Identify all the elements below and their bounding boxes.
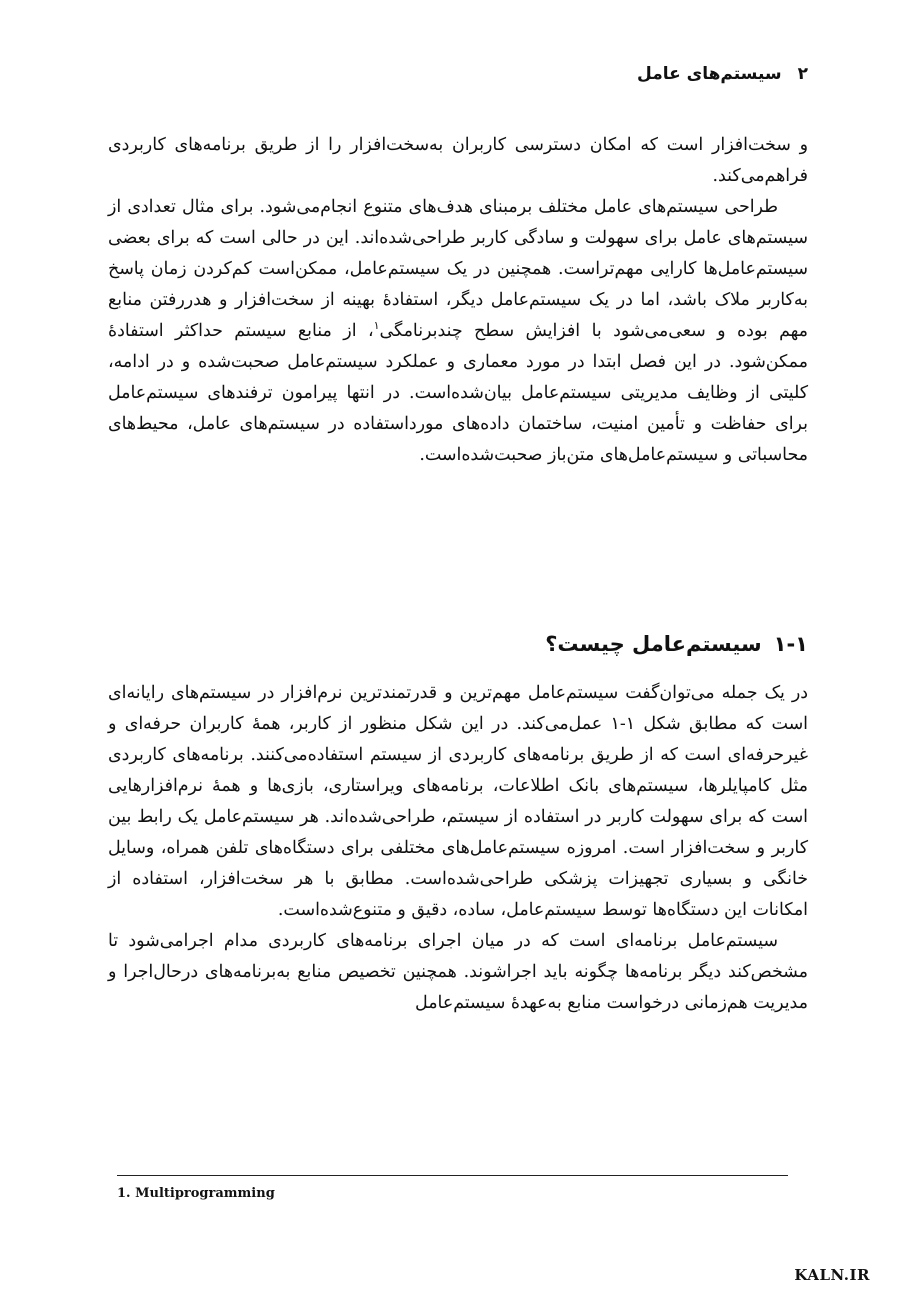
footnote: 1. Multiprogramming (117, 1186, 275, 1201)
chapter-title: سیستم‌های عامل (637, 64, 782, 84)
page-number: ۲ (797, 64, 808, 84)
paragraph-3: در یک جمله می‌توان‌گفت سیستم‌عامل مهم‌ترین و قدرتمندترین نرم‌افزار در سیستم‌های رایانه‌ای است که مطابق شکل ۱-۱ عمل‌می‌کند. در این شکل منظور از کاربر، همهٔ کاربران حرفه‌ای و غیرحرفه‌ای است که از طریق برنامه‌های کاربردی از سیستم استفاده‌می‌کنند. برنامه‌های کاربردی مثل کامپایلرها، سیستم‌های بانک اطلاعات، برنامه‌های ویراستاری، بازی‌ها و همهٔ نرم‌افزارهایی است که برای سهولت کاربر در استفاده از سیستم، طراحی‌شده‌اند. هر سیستم‌عامل یک رابط بین کاربر و سخت‌افزار است. امروزه سیستم‌عامل‌های مختلفی برای دستگاه‌های تلفن همراه، وسایل خانگی و بسیاری تجهیزات پزشکی طراحی‌شده‌است. مطابق با هر سخت‌افزار، استفاده از امکانات این دستگاه‌ها توسط سیستم‌عامل، ساده، دقیق و متنوع‌شده‌است. (108, 683, 809, 920)
paragraph-4: سیستم‌عامل برنامه‌ای است که در میان اجرای برنامه‌های کاربردی مدام اجرامی‌شود تا مشخص‌کند دیگر برنامه‌ها چگونه باید اجراشوند. همچنین تخصیص منابع به‌برنامه‌های درحال‌اجرا و مدیریت هم‌زمانی درخواست منابع به‌عهدهٔ سیستم‌عامل (108, 931, 808, 1013)
footnote-divider (117, 1175, 788, 1176)
paragraph-2-part-a: طراحی سیستم‌های عامل مختلف برمبنای هدف‌های متنوع انجام‌می‌شود. برای مثال تعدادی از سیستم‌های عامل برای سهولت و سادگی کاربر طراحی‌شده‌اند. این در حالی است که برای بعضی سیستم‌عامل‌ها کارایی مهم‌تراست. همچنین در یک سیستم‌عامل، ممکن‌است کم‌کردن زمان پاسخ به‌کاربر ملاک باشد، اما در یک سیستم‌عامل دیگر، استفادهٔ بهینه از سخت‌افزار و هدررفتن منابع مهم بوده و سعی‌می‌شود با افزایش سطح چندبرنامگی (108, 197, 808, 341)
paragraph-2-part-b: ، از منابع سیستم حداکثر استفادهٔ ممکن‌شود. در این فصل ابتدا در مورد معماری و عملکرد سیستم‌عامل صحبت‌شده و در ادامه، کلیتی از وظایف مدیریتی سیستم‌عامل بیان‌شده‌است. در انتها پیرامون ترفندهای سیستم‌عامل برای حفاظت و تأمین امنیت، ساختمان داده‌های مورداستفاده در سیستم‌های عامل، محیط‌های محاسباتی و سیستم‌عامل‌های متن‌باز صحبت‌شده‌است. (108, 321, 808, 465)
section-title: سیستم‌عامل چیست؟ (545, 632, 762, 656)
body-text-top (108, 130, 808, 471)
section-number: ۱-۱ (773, 632, 808, 656)
section-heading (545, 632, 808, 656)
watermark: KALN.IR (794, 1266, 870, 1284)
paragraph-2 (108, 192, 808, 471)
body-text-bottom (108, 678, 808, 1019)
paragraph-1: و سخت‌افزار است که امکان دسترسی کاربران به‌سخت‌افزار را از طریق برنامه‌های کاربردی فراهم‌می‌کند. (108, 135, 808, 186)
running-header (637, 64, 808, 84)
footnote-reference: ۱ (373, 319, 380, 333)
